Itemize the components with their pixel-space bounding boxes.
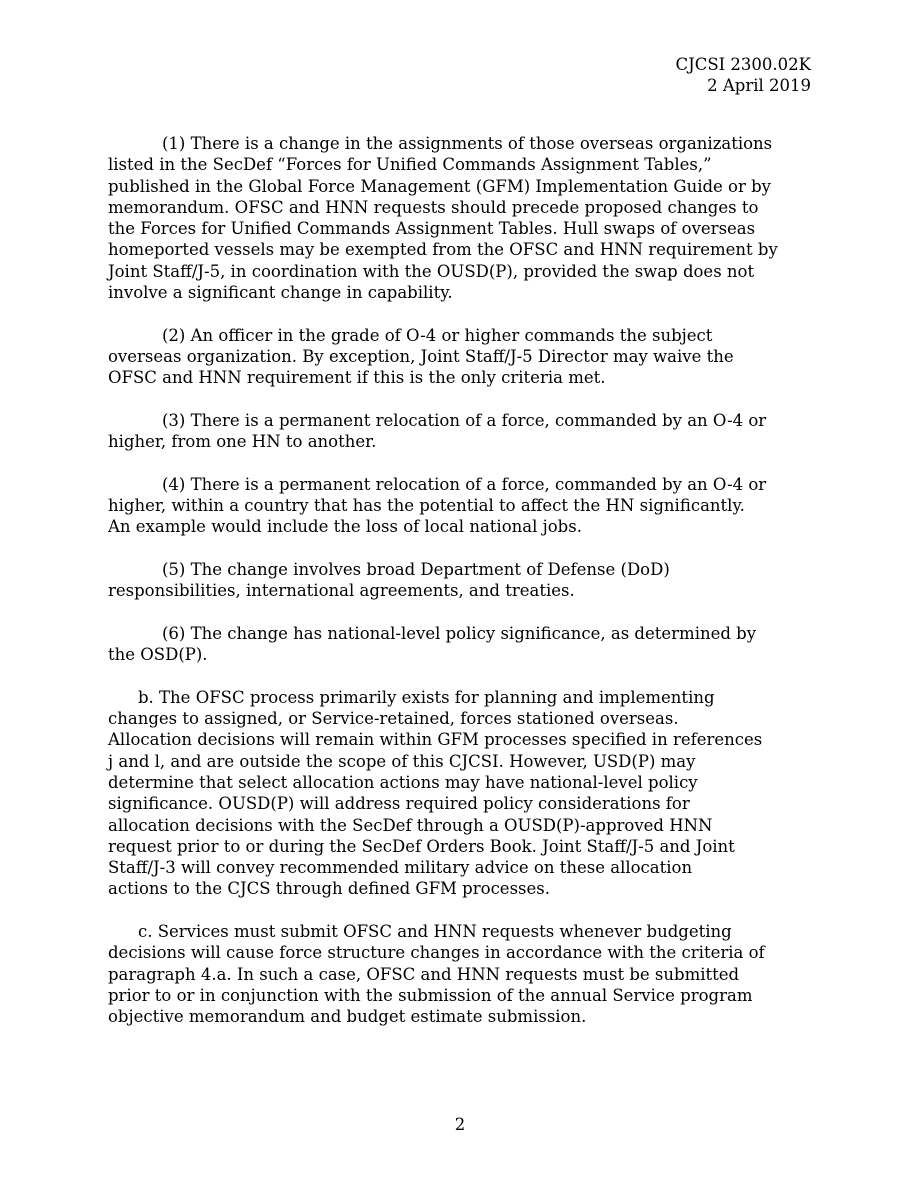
paragraph-a-3: (3) There is a permanent relocation of a force, commanded by an O-4 or higher, from one HN to another. [108,410,767,452]
document-body [108,133,814,1049]
paragraph-a-1: (1) There is a change in the assignments of those overseas organizations listed in the SecDef “Forces for Unified Commands Assignment Tables,” published in the Global Force Management (GFM) Implementation Guide or by memorandum. OFSC and HNN requests should precede proposed changes to the Forces for Unified Commands Assignment Tables. Hull swaps of overseas homeported vessels may be exempted from the OFSC and HNN requirement by Joint Staff/J-5, in coordination with the OUSD(P), provided the swap does not involve a significant change in capability. [108,134,778,303]
document-header [676,54,812,96]
paragraph-a-5: (5) The change involves broad Department of Defense (DoD) responsibilities, international agreements, and treaties. [108,559,670,601]
paragraph-b: b. The OFSC process primarily exists for planning and implementing changes to assigned, or Service-retained, forces stationed overseas. Allocation decisions will remain within GFM processes specified in references j and l, and are outside the scope of this CJCSI. However, USD(P) may determine that select allocation actions may have national-level policy significance. OUSD(P) will address required policy considerations for allocation decisions with the SecDef through a OUSD(P)-approved HNN request prior to or during the SecDef Orders Book. Joint Staff/J-5 and Joint Staff/J-3 will convey recommended military advice on these allocation actions to the CJCS through defined GFM processes. [108,687,763,899]
paragraph-a-4: (4) There is a permanent relocation of a force, commanded by an O-4 or higher, within a country that has the potential to affect the HN significantly. An example would include the loss of local national jobs. [108,474,767,537]
document-number: CJCSI 2300.02K [675,55,811,74]
paragraph-c: c. Services must submit OFSC and HNN requests whenever budgeting decisions will cause force structure changes in accordance with the criteria of paragraph 4.a. In such a case, OFSC and HNN requests must be submitted prior to or in conjunction with the submission of the annual Service program objective memorandum and budget estimate submission. [108,921,765,1027]
page-number: 2 [454,1115,466,1134]
paragraph-a-2: (2) An officer in the grade of O-4 or higher commands the subject overseas organization. By exception, Joint Staff/J-5 Director may waive the OFSC and HNN requirement if this is the only criteria met. [108,325,734,388]
paragraph-a-6: (6) The change has national-level policy significance, as determined by the OSD(P). [108,623,757,665]
document-date: 2 April 2019 [707,76,811,95]
